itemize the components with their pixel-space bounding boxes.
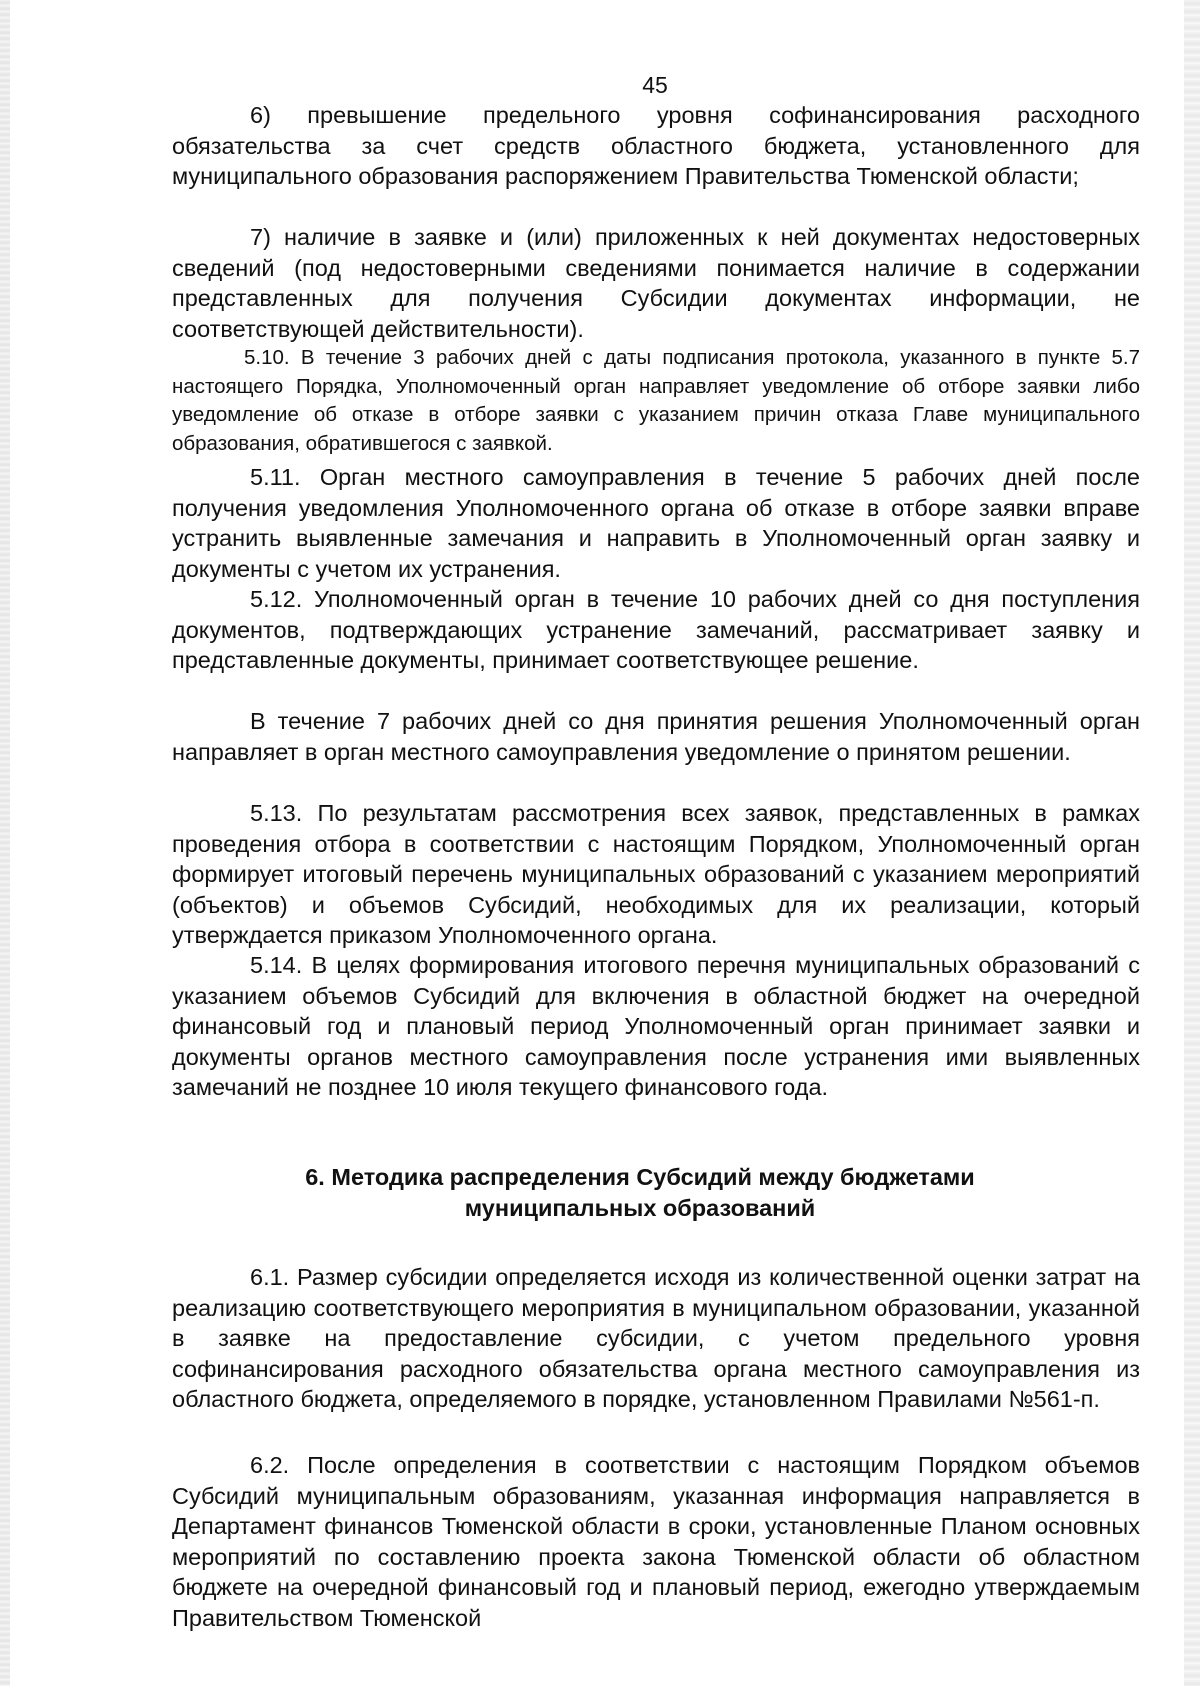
paragraph-item-6: 6) превышение предельного уровня софинансирования расходного обязательства за счет средств областного бюджета, установленного для муниципального образования распоряжением Правительства Тюменской области;	[172, 102, 1140, 189]
paragraph-5-10: 5.10. В течение 3 рабочих дней с даты подписания протокола, указанного в пункте 5.7 настоящего Порядка, Уполномоченный орган направляет уведомление об отборе заявки либо уведомление об отказе в отборе заявки с указанием причин отказа Главе муниципального образования, обратившегося с заявкой.	[172, 346, 1140, 455]
paragraph-5-13: 5.13. По результатам рассмотрения всех заявок, представленных в рамках проведения отбора в соответствии с настоящим Порядком, Уполномоченный орган формирует итоговый перечень муниципальных образований с указанием мероприятий (объектов) и объемов Субсидий, необходимых для их реализации, который утверждается приказом Уполномоченного органа.	[172, 800, 1140, 948]
page-number: 45	[642, 72, 668, 98]
paragraph-block-4	[172, 462, 1140, 584]
section-6-heading-line-1: 6. Методика распределения Субсидий между бюджетами	[305, 1164, 975, 1190]
scan-edge-left	[0, 0, 10, 1686]
paragraph-block-3	[172, 344, 1140, 458]
paragraph-5-12: 5.12. Уполномоченный орган в течение 10 рабочих дней со дня поступления документов, подтверждающих устранение замечаний, рассматривает заявку и представленные документы, принимает соответствующее решение.	[172, 586, 1140, 673]
paragraph-block-5	[172, 584, 1140, 676]
paragraph-decision-notice: В течение 7 рабочих дней со дня принятия решения Уполномоченный орган направляет в орган местного самоуправления уведомление о принятом решении.	[172, 708, 1140, 765]
paragraph-item-7: 7) наличие в заявке и (или) приложенных к ней документах недостоверных сведений (под недостоверными сведениями понимается наличие в содержании представленных для получения Субсидии документах информации, не соответствующей действительности).	[172, 224, 1140, 342]
paragraph-block-7	[172, 798, 1140, 951]
scan-edge-right	[1184, 0, 1200, 1686]
paragraph-5-11: 5.11. Орган местного самоуправления в течение 5 рабочих дней после получения уведомления Уполномоченного органа об отказе в отборе заявки вправе устранить выявленные замечания и направить в Уполномоченный орган заявку и документы с учетом их устранения.	[172, 464, 1140, 582]
paragraph-6-2: 6.2. После определения в соответствии с настоящим Порядком объемов Субсидий муниципальным образованиям, указанная информация направляется в Департамент финансов Тюменской области в сроки, установленные Планом основных мероприятий по составлению проекта закона Тюменской области об областном бюджете на очередной финансовый год и плановый период, ежегодно утверждаемым Правительством Тюменской	[172, 1452, 1140, 1631]
paragraph-6-1: 6.1. Размер субсидии определяется исходя из количественной оценки затрат на реализацию соответствующего мероприятия в муниципальном образовании, указанной в заявке на предоставление субсидии, с учетом предельного уровня софинансирования расходного обязательства органа местного самоуправления из областного бюджета, определяемого в порядке, установленном Правилами №561-п.	[172, 1264, 1140, 1412]
paragraph-block-1	[172, 100, 1140, 192]
section-6-heading-line-2: муниципальных образований	[464, 1195, 816, 1221]
paragraph-5-14: 5.14. В целях формирования итогового перечня муниципальных образований с указанием объемов Субсидий для включения в областной бюджет на очередной финансовый год и плановый период Уполномоченный орган принимает заявки и документы органов местного самоуправления после устранения ими выявленных замечаний не позднее 10 июля текущего финансового года.	[172, 952, 1140, 1100]
paragraph-block-6	[172, 706, 1140, 767]
paragraph-block-8	[172, 950, 1140, 1103]
paragraph-block-2	[172, 222, 1140, 344]
paragraph-block-9	[172, 1262, 1140, 1415]
paragraph-block-10	[172, 1450, 1140, 1633]
